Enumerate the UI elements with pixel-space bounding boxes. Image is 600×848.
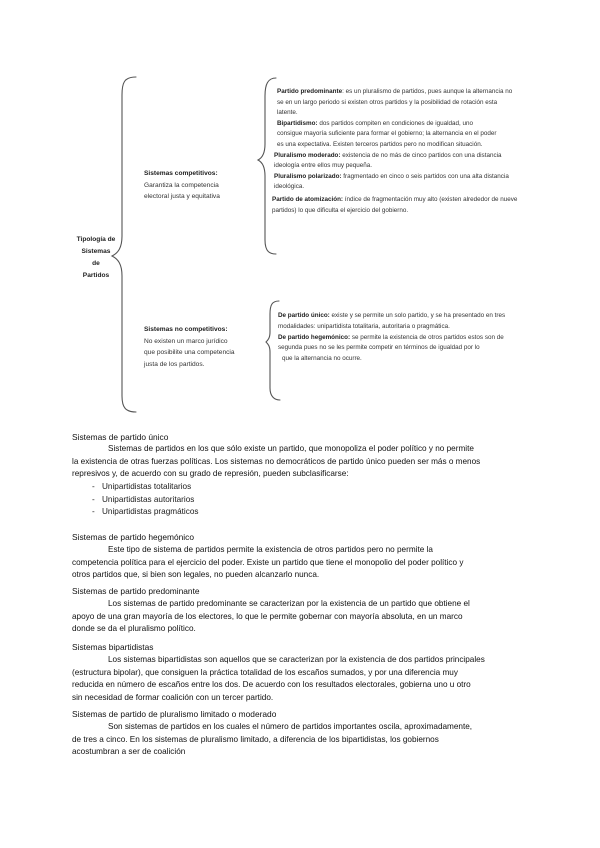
competitive-node: Sistemas competitivos: Garantiza la competencia electoral justa y equitativa (144, 170, 220, 200)
detail-partido-unico: De partido único: existe y se permite un solo partido, y se ha presentado en tres modalidades: unipartidista totalitaria, autoritaria o pragmática. (278, 312, 506, 330)
diagram-root-label: Tipología de Sistemas de Partidos (76, 236, 116, 279)
paragraph-bipartidistas: Los sistemas bipartidistas son aquellos que se caracterizan por la existencia de dos partidos principales (estructura bipolar), que consiguen la práctica totalidad de los escaños sumados, y por una diferencia muy reducida en número de escaños entre los dos. De acuerdo con los resultados electorales, gobierna uno u otro sin necesidad de formar coalición con un tercer partido. (72, 655, 485, 702)
paragraph-partido-unico: Sistemas de partidos en los que sólo existe un partido, que monopoliza el poder político y no permite la existencia de otras fuerzas políticas. Los sistemas no democráticos de partido único pueden ser más o menos represivos y, de acuerdo con su grado de represión, pueden subclasificarse: (72, 444, 481, 479)
list-item: - Unipartidistas pragmáticos (92, 507, 199, 517)
paragraph-partido-predominante: Los sistemas de partido predominante se caracterizan por la existencia de un partido que obtiene el apoyo de una gran mayoría de los electores, lo que le permite gobernar con mayoría absoluta, en un marco donde se da el pluralismo político. (72, 599, 470, 634)
heading-pluralismo-limitado: Sistemas de partido de pluralismo limitado o moderado (72, 709, 277, 719)
heading-partido-predominante: Sistemas de partido predominante (72, 586, 200, 596)
noncompetitive-node: Sistemas no competitivos: No existen un marco jurídico que posibilite una competencia justa de los partidos. (144, 326, 235, 368)
detail-bipartidismo: Bipartidismo: dos partidos compiten en condiciones de igualdad, uno consigue mayoría suficiente para formar el gobierno; la alternancia en el poder es una expectativa. Existen terceros partidos pero no modifican situación. (277, 119, 497, 148)
detail-atomizacion: Partido de atomización: índice de fragmentación muy alto (existen alrededor de nueve partidos) lo que dificulta el ejercicio del gobierno. (272, 195, 518, 214)
paragraph-partido-hegemonico: Este tipo de sistema de partidos permite la existencia de otros partidos pero no permite la competencia política para el ejercicio del poder. Existe un partido que tiene el monopolio del poder político y otros partidos que, si bien son legales, no pueden alcanzarlo nunca. (72, 545, 464, 580)
paragraph-pluralismo-limitado: Son sistemas de partidos en los cuales el número de partidos importantes oscila, aproximadamente, de tres a cinco. En los sistemas de pluralismo limitado, a diferencia de los bipartidistas, los gobiernos acostumbran a ser de coalición (72, 722, 473, 757)
detail-pluralismo-moderado: Pluralismo moderado: existencia de no más de cinco partidos con una distancia ideología entre ellos muy pequeña. (274, 151, 502, 170)
detail-pluralismo-polarizado: Pluralismo polarizado: fragmentado en cinco o seis partidos con una alta distancia ideológica. (274, 172, 509, 191)
noncompetitive-details (278, 311, 540, 365)
list-item: - Unipartidistas autoritarios (92, 494, 195, 504)
detail-partido-hegemonico: De partido hegemónico: se permite la existencia de otros partidos estos son de segunda pues no se les permite competir en términos de igualdad por lo que la alternancia no ocurre. (278, 333, 504, 363)
list-item: - Unipartidistas totalitarios (92, 482, 192, 491)
competitive-details (272, 87, 539, 216)
heading-partido-hegemonico: Sistemas de partido hegemónico (72, 532, 194, 542)
heading-partido-unico: Sistemas de partido único (72, 432, 169, 442)
detail-predominante: Partido predominante: es un pluralismo de partidos, pues aunque la alternancia no se en un largo periodo si existen otros partidos y la posibilidad de rotación esta latente. (277, 88, 513, 117)
list-unipartidistas (72, 481, 198, 519)
heading-bipartidistas: Sistemas bipartidistas (72, 642, 154, 652)
